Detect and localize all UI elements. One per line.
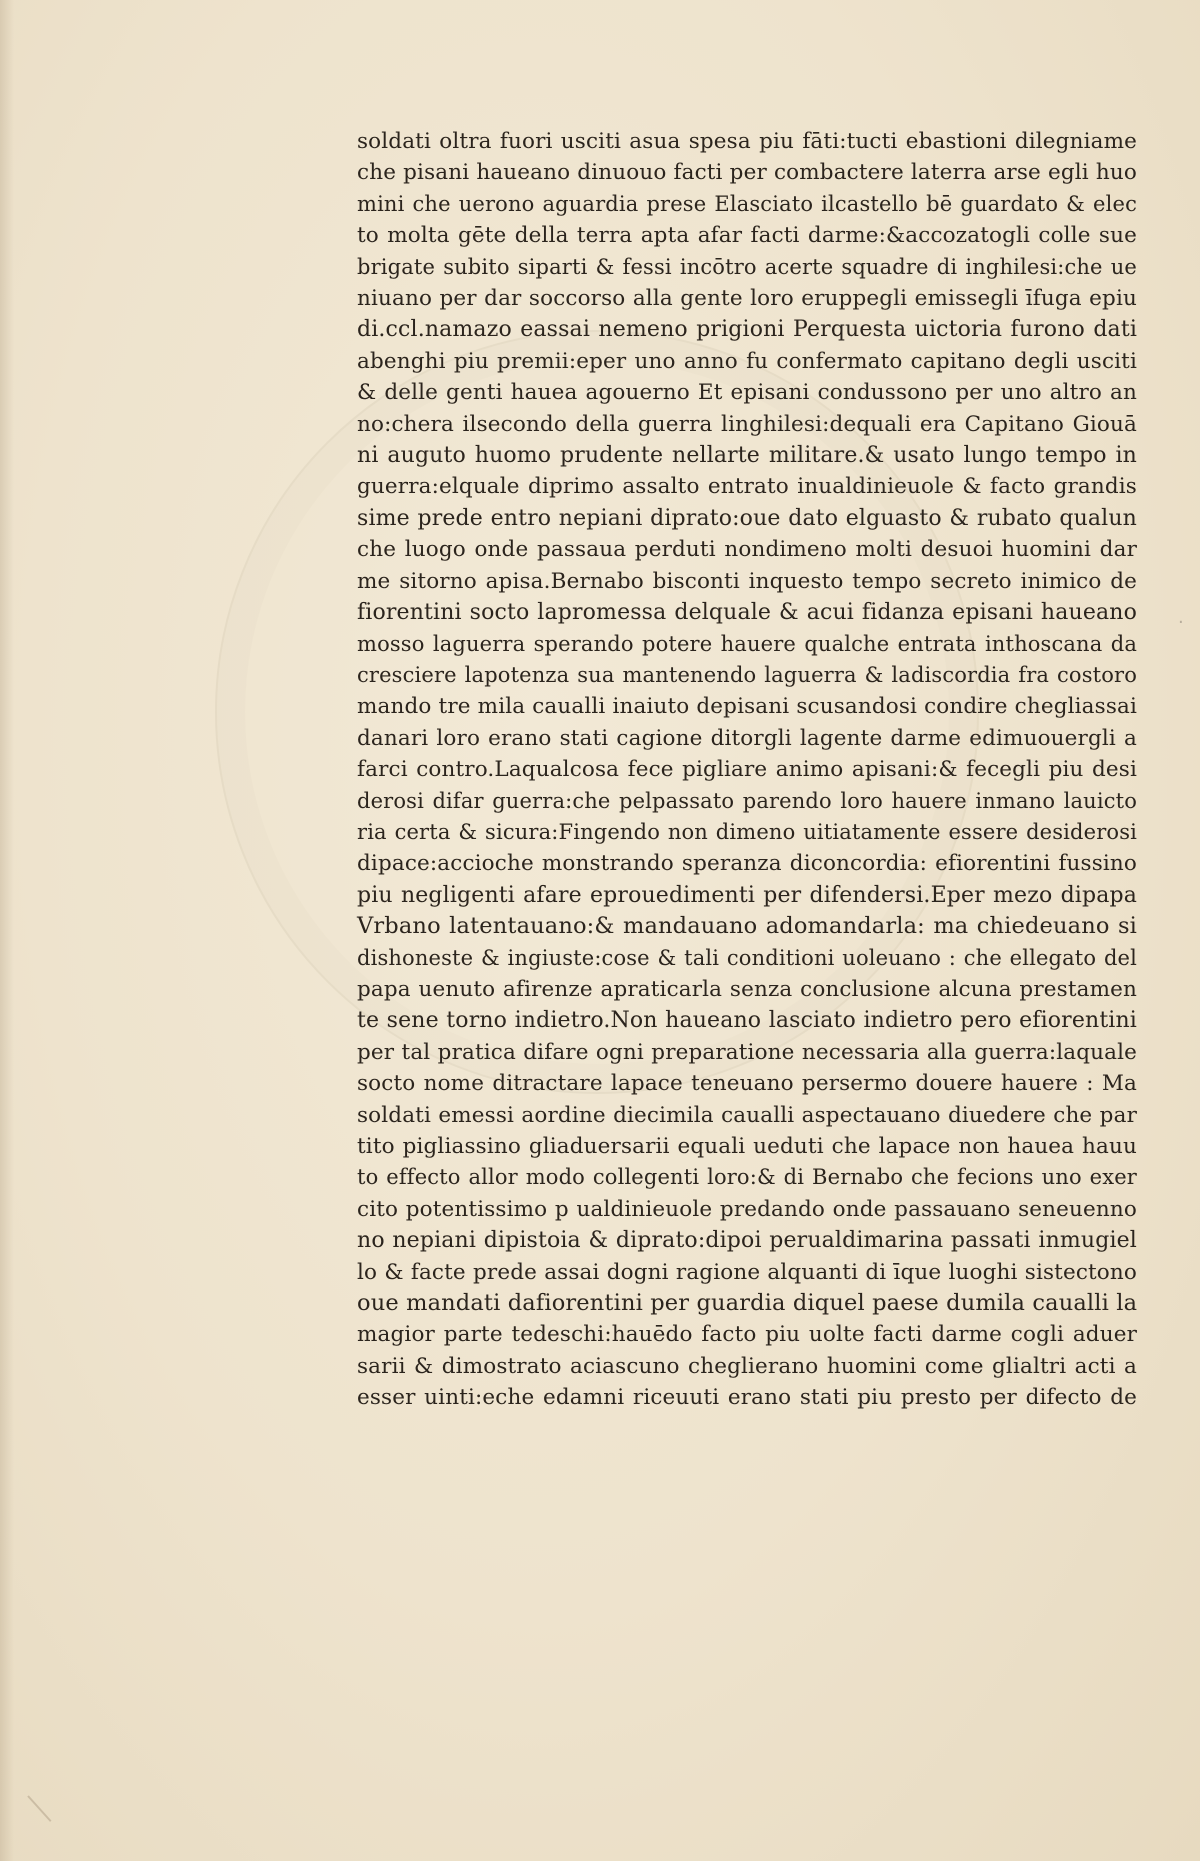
text-line: ria certa & sicura:Fingendo non dimeno uitiatamente essere desiderosi	[357, 819, 1137, 844]
text-line: socto nome ditractare lapace teneuano persermo douere hauere : Ma	[357, 1071, 1137, 1097]
text-line: Vrbano latentauano:& mandauano adomandarla: ma chiedeuano si	[357, 913, 1137, 940]
text-line: soldati oltra fuori usciti asua spesa piu fāti:tucti ebastioni dilegniame	[357, 129, 1137, 154]
text-line: cresciere lapotenza sua mantenendo laguerra & ladiscordia fra costoro	[357, 662, 1137, 687]
text-line: niuano per dar soccorso alla gente loro eruppegli emissegli īfuga epiu	[357, 286, 1137, 312]
text-line: te sene torno indietro.Non haueano lasciato indietro pero efiorentini	[357, 1008, 1137, 1034]
text-line: magior parte tedeschi:hauēdo facto piu uolte facti darme cogli aduer	[357, 1322, 1137, 1348]
text-line: ni auguto huomo prudente nellarte militare.& usato lungo tempo in	[357, 443, 1137, 469]
text-line: che luogo onde passaua perduti nondimeno molti desuoi huomini dar	[357, 537, 1137, 563]
text-line: to effecto allor modo collegenti loro:& di Bernabo che fecions uno exer	[357, 1165, 1137, 1190]
text-line: cito potentissimo p ualdinieuole predando onde passauano seneuenno	[357, 1196, 1137, 1222]
text-line: mando tre mila caualli inaiuto depisani scusandosi condire chegliassai	[357, 694, 1137, 720]
text-line: danari loro erano stati cagione ditorgli lagente darme edimuouergli a	[357, 725, 1137, 751]
text-line: tito pigliassino gliaduersarii equali ueduti che lapace non hauea hauu	[357, 1134, 1137, 1159]
text-line: farci contro.Laqualcosa fece pigliare animo apisani:& fecegli piu desi	[357, 757, 1137, 783]
text-line: no nepiani dipistoia & diprato:dipoi perualdimarina passati inmugiel	[357, 1228, 1137, 1254]
text-line: brigate subito siparti & fessi incōtro acerte squadre di inghilesi:che ue	[357, 254, 1137, 279]
text-line: di.ccl.namazo eassai nemeno prigioni Perquesta uictoria furono dati	[357, 317, 1137, 343]
text-line: lo & facte prede assai dogni ragione alquanti di īque luoghi sistectono	[357, 1259, 1137, 1285]
text-line: dishoneste & ingiuste:cose & tali conditioni uoleuano : che ellegato del	[357, 945, 1137, 970]
text-line: oue mandati dafiorentini per guardia diquel paese dumila caualli la	[357, 1290, 1138, 1317]
text-line: piu negligenti afare eprouedimenti per difendersi.Eper mezo dipapa	[357, 882, 1137, 908]
text-line: me sitorno apisa.Bernabo bisconti inquesto tempo secreto inimico de	[357, 568, 1137, 594]
text-line: per tal pratica difare ogni preparatione necessaria alla guerra:laquale	[357, 1039, 1137, 1065]
text-line: soldati emessi aordine diecimila caualli aspectauano diuedere che par	[357, 1102, 1137, 1128]
text-line: no:chera ilsecondo della guerra linghilesi:dequali era Capitano Giouā	[357, 411, 1137, 437]
text-line: mini che uerono aguardia prese Elasciato ilcastello bē guardato & elec	[357, 191, 1137, 216]
text-line: sime prede entro nepiani diprato:oue dato elguasto & rubato qualun	[357, 505, 1137, 531]
text-line: esser uinti:eche edamni riceuuti erano stati piu presto per difecto de	[357, 1385, 1137, 1411]
text-line: abenghi piu premii:eper uno anno fu confermato capitano degli usciti	[357, 348, 1137, 374]
paper-speck: ·	[1178, 612, 1184, 633]
paper-crease	[27, 1795, 51, 1822]
text-line: papa uenuto afirenze apraticarla senza conclusione alcuna prestamen	[357, 976, 1137, 1002]
text-line: dipace:accioche monstrando speranza diconcordia: efiorentini fussino	[357, 851, 1137, 877]
text-line: mosso laguerra sperando potere hauere qualche entrata inthoscana da	[357, 631, 1137, 656]
page-text-block	[357, 126, 1137, 1414]
text-line: derosi difar guerra:che pelpassato parendo loro hauere inmano lauicto	[357, 788, 1137, 813]
text-line: sarii & dimostrato aciascuno cheglierano huomini come glialtri acti a	[357, 1353, 1137, 1379]
text-line: fiorentini socto lapromessa delquale & acui fidanza episani haueano	[357, 600, 1137, 626]
text-line: guerra:elquale diprimo assalto entrato inualdinieuole & facto grandis	[357, 474, 1137, 500]
text-line: to molta gēte della terra apta afar facti darme:&accozatogli colle sue	[357, 223, 1137, 249]
text-line: che pisani haueano dinuouo facti per combactere laterra arse egli huo	[357, 160, 1137, 186]
text-line: & delle genti hauea agouerno Et episani condussono per uno altro an	[357, 380, 1137, 406]
